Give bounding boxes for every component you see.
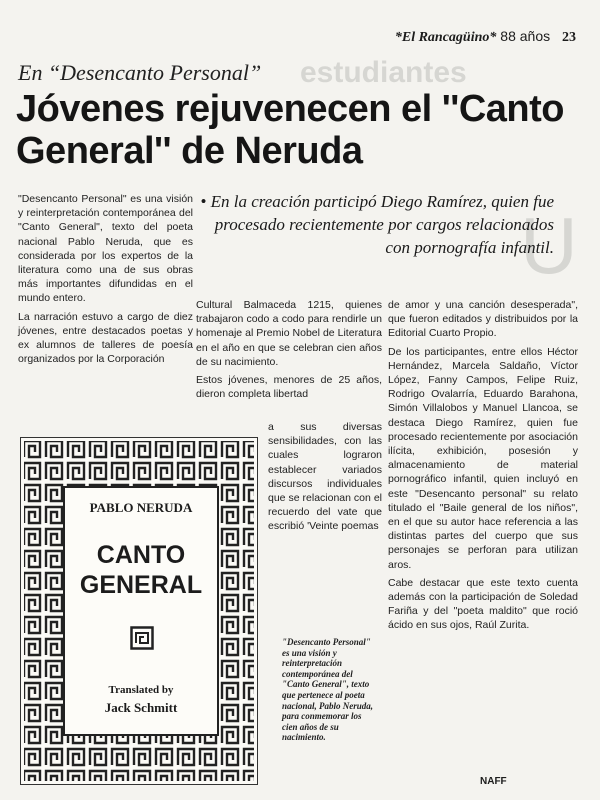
paragraph: Estos jóvenes, menores de 25 años, dieron completa libertad xyxy=(196,374,382,401)
paragraph: De los participantes, entre ellos Héctor Hernández, Marcela Saldaño, Víctor López, Fanny Campos, Felipe Ruiz, Rodrigo Ovalarría, Eduardo Barahona, Simón Villalobos y Manuel Llancoa, se destaca Diego Ramírez, quien fue procesado recientemente por asociación ilícita, exhibición, posesión y almacenamiento de material pornográfico infantil, quien incluyó en este "Desencanto personal" su relato titulado el "Baile general de los niños", en el que su autor hace referencia a las distintas partes del cuerpo que sus personajes se perforan para utilizan aros. xyxy=(388,345,578,571)
book-title xyxy=(65,540,217,600)
book-title-line: CANTO xyxy=(96,541,186,569)
publication-name: *El Rancagüino* xyxy=(394,30,497,45)
publication-years: 88 años xyxy=(500,28,551,44)
article-column-3 xyxy=(388,298,578,637)
emblem-icon xyxy=(130,626,154,650)
book-author: PABLO NERUDA xyxy=(89,500,193,515)
book-cover-image xyxy=(20,437,258,785)
photo-caption: "Desencanto Personal" es una visión y reinterpretación contemporánea del "Canto General", texto que pertenece al poeta nacional, Pablo Neruda, para conmemorar los cien años de su nacimiento. xyxy=(282,637,374,743)
article-subheadline: • En la creación participó Diego Ramírez, quien fue procesado recientemente por cargos relacionados con pornografía infantil. xyxy=(200,192,554,257)
article-column-2-continued xyxy=(268,420,382,538)
article-column-2 xyxy=(196,298,382,405)
page-number: 23 xyxy=(562,30,576,45)
translated-by-label: Translated by xyxy=(108,684,174,696)
page-header xyxy=(395,28,576,46)
bleed-through-text: U xyxy=(520,201,578,290)
book-title-line: GENERAL xyxy=(79,571,203,599)
translator-name: Jack Schmitt xyxy=(104,700,178,715)
article-column-1 xyxy=(18,192,193,370)
bleed-through-text: estudiantes xyxy=(300,56,467,89)
book-cover-panel xyxy=(63,486,219,736)
paragraph: a sus diversas sensibilidades, con las cuales lograron establecer variados discursos individuales que se relacionan con el recuerdo del vate que escribió 'Veinte poemas xyxy=(268,421,382,533)
article-headline: Jóvenes rejuvenecen el ''Canto General'' de Neruda xyxy=(16,88,564,172)
paragraph: Cultural Balmaceda 1215, quienes trabajaron codo a codo para rendirle un homenaje al Premio Nobel de Literatura en el año en que se celebran cien años de su nacimiento. xyxy=(196,299,382,368)
paragraph: de amor y una canción desesperada", que fueron editados y distribuidos por la Editorial Cuarto Propio. xyxy=(388,299,578,340)
author-credit: NAFF xyxy=(480,776,507,787)
article-kicker: En “Desencanto Personal” xyxy=(18,60,262,85)
paragraph: Cabe destacar que este texto cuenta además con la participación de Soledad Fariña y del "poeta maldito" que roció ácido en sus ojos, Raúl Zurita. xyxy=(388,576,578,632)
paragraph: La narración estuvo a cargo de diez jóvenes, entre destacados poetas y ex alumnos de talleres de poesía organizados por la Corporación xyxy=(18,310,193,366)
paragraph: "Desencanto Personal" es una visión y reinterpretación contemporánea del "Canto General", texto del poeta nacional Pablo Neruda, que es considerada por los expertos de la literatura como una de sus obras más importantes difundidas en el mundo entero. xyxy=(18,193,193,305)
